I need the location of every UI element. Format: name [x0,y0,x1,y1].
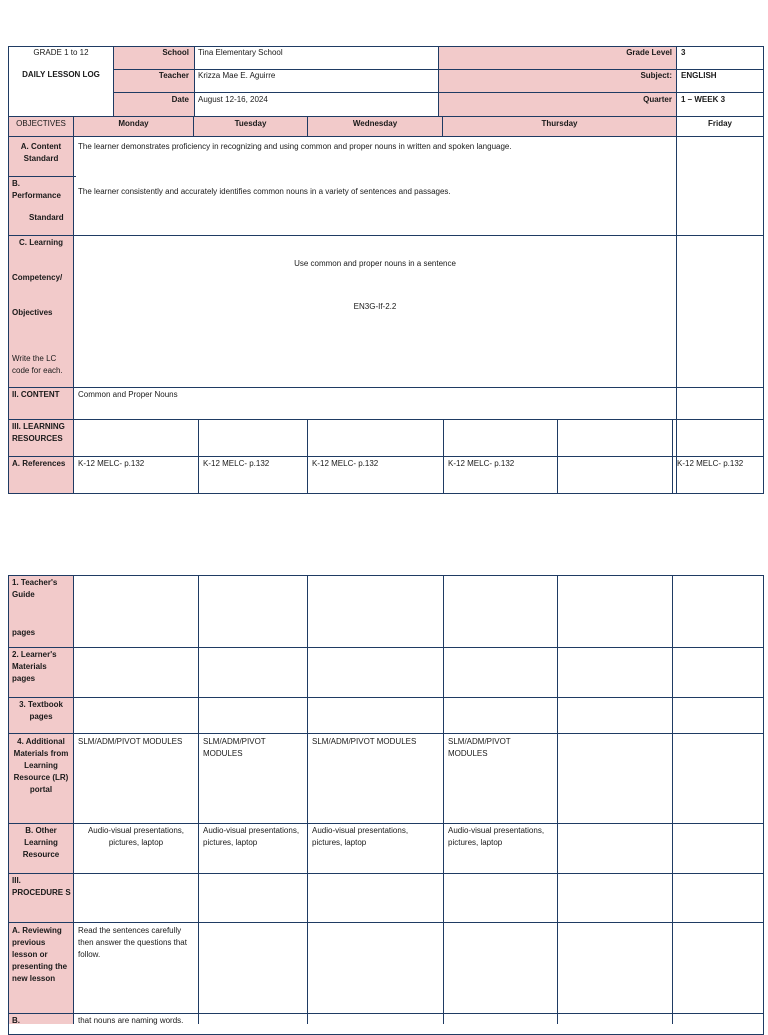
day-friday: Friday [707,119,732,128]
objectives-header: OBJECTIVES [16,119,66,128]
lc-label-4: Write the LC code for each. [12,354,63,375]
date-label: Date [171,95,189,104]
day-tuesday: Tuesday [234,119,267,128]
quarter-value: 1 – WEEK 3 [681,95,726,104]
lc-code: EN3G-If-2.2 [353,302,397,311]
lc-label-3: Objectives [12,308,53,317]
tg-label: 1. Teacher's Guide [12,578,58,599]
date-value: August 12-16, 2024 [198,95,268,104]
am-monday: SLM/ADM/PIVOT MODULES [78,737,183,746]
b-monday: that nouns are naming words. [78,1016,184,1025]
lc-label-2: Competency/ [12,273,63,282]
am-label: 4. Additional Materials from Learning Resource (LR) portal [13,737,69,794]
ref-monday: K-12 MELC- p.132 [78,459,145,468]
grade-range: GRADE 1 to 12 [33,48,89,57]
performance-text: The learner consistently and accurately identifies common nouns in a variety of sentences and passages. [78,187,451,196]
b-label: B. [12,1016,20,1025]
lc-label-1: C. Learning [19,238,64,247]
subject-value: ENGLISH [681,71,717,80]
other-thursday: Audio-visual presentations, pictures, laptop [448,826,545,847]
references-label: A. References [12,459,66,468]
ref-wednesday: K-12 MELC- p.132 [312,459,379,468]
day-monday: Monday [118,119,149,128]
resources-label: III. LEARNING RESOURCES [12,422,65,443]
quarter-label: Quarter [643,95,672,104]
am-wednesday: SLM/ADM/PIVOT MODULES [312,737,417,746]
performance-label-2: Performance [12,191,61,200]
procedures-label: III. PROCEDURE S [12,876,71,897]
day-thursday: Thursday [541,119,578,128]
review-monday: Read the sentences carefully then answer the questions that follow. [78,926,187,959]
ref-tuesday: K-12 MELC- p.132 [203,459,270,468]
performance-label-3: Standard [29,213,64,222]
ref-thursday: K-12 MELC- p.132 [448,459,515,468]
review-label: A. Reviewing previous lesson or presenting the new lesson [12,926,68,983]
subject-label: Subject: [640,71,672,80]
lc-text: Use common and proper nouns in a sentence [294,259,456,268]
am-tuesday: SLM/ADM/PIVOT MODULES [203,737,266,758]
teacher-value: Krizza Mae E. Aguirre [198,71,276,80]
teacher-label: Teacher [158,71,189,80]
content-label: II. CONTENT [12,390,60,399]
other-wednesday: Audio-visual presentations, pictures, laptop [312,826,409,847]
tg-pages-label: pages [12,628,36,637]
ref-friday: K-12 MELC- p.132 [677,459,744,468]
grade-level-value: 3 [681,48,686,57]
day-wednesday: Wednesday [352,119,398,128]
other-monday: Audio-visual presentations, pictures, laptop [87,826,185,847]
tb-label: 3. Textbook pages [19,700,63,721]
other-tuesday: Audio-visual presentations, pictures, laptop [203,826,300,847]
content-standard-label: A. Content Standard [20,142,62,163]
am-thursday: SLM/ADM/PIVOT MODULES [448,737,511,758]
lm-label: 2. Learner's Materials pages [12,650,57,683]
content-text: Common and Proper Nouns [78,390,178,399]
performance-label-1: B. [12,179,20,188]
school-value: Tina Elementary School [198,48,283,57]
school-label: School [162,48,189,57]
content-standard-text: The learner demonstrates proficiency in recognizing and using common and proper nouns in written and spoken language. [78,142,512,151]
log-title: DAILY LESSON LOG [22,70,100,79]
grade-level-label: Grade Level [626,48,672,57]
other-label: B. Other Learning Resource [22,826,60,859]
